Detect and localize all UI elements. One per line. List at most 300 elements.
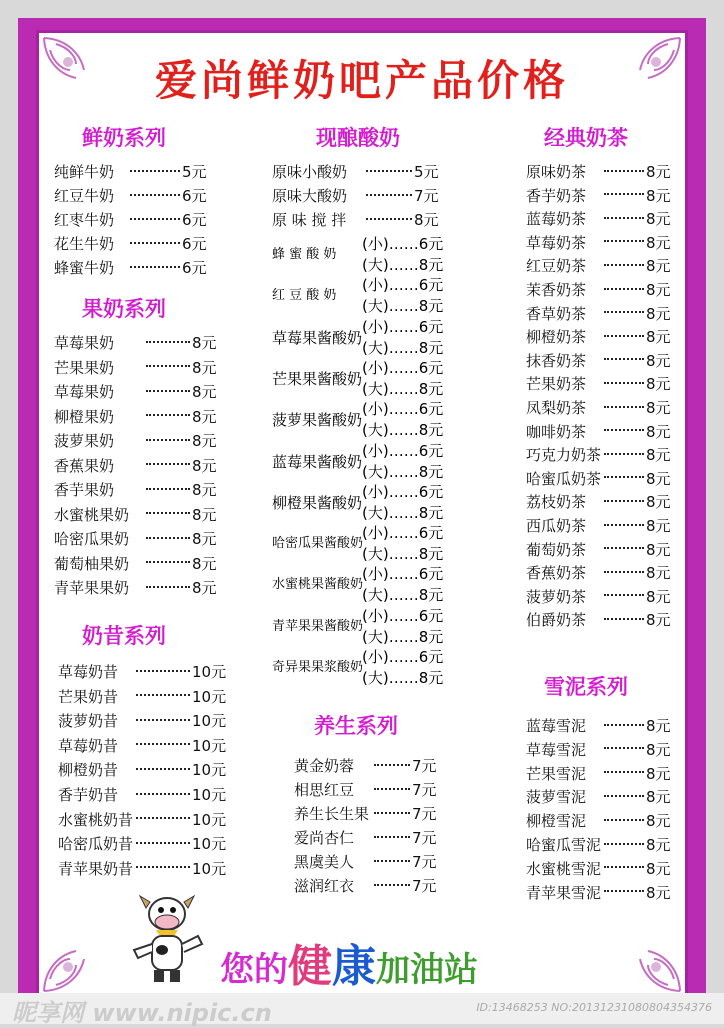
menu-item xyxy=(526,785,671,809)
dot-leader xyxy=(604,819,644,821)
menu-item xyxy=(272,184,439,208)
slogan-part-1: 您的 xyxy=(220,950,288,990)
menu-item xyxy=(294,754,437,778)
slogan-part-2: 健 xyxy=(288,941,332,992)
menu-item-name: 香蕉果奶 xyxy=(54,456,115,475)
dot-leader xyxy=(604,618,644,620)
menu-item-price: 8元 xyxy=(646,257,671,276)
menu-item-name: 香芋果奶 xyxy=(54,481,115,499)
menu-item xyxy=(54,356,217,380)
dot-leader xyxy=(130,266,180,268)
menu-item xyxy=(526,809,671,833)
menu-item-price: 8元 xyxy=(646,611,671,630)
menu-item-name: 红豆奶茶 xyxy=(526,257,587,276)
menu-item xyxy=(294,850,437,874)
menu-item-name: 草莓果奶 xyxy=(54,334,115,352)
menu-item xyxy=(526,762,671,786)
sized-menu-item xyxy=(272,358,443,400)
sized-menu-item xyxy=(272,317,443,359)
dot-leader xyxy=(146,390,190,392)
large-price: (大)……8元 xyxy=(362,586,444,605)
menu-item-name: 蓝莓果酱酸奶 xyxy=(272,452,363,471)
menu-item xyxy=(526,278,671,302)
menu-item xyxy=(526,738,671,762)
menu-item-price: 7元 xyxy=(412,757,437,775)
menu-item xyxy=(54,454,217,478)
small-price: (小)……6元 xyxy=(362,482,444,501)
size-prices xyxy=(362,482,443,524)
large-price: (大)……8元 xyxy=(362,545,444,564)
menu-item xyxy=(526,254,671,278)
menu-item-name: 芒果果奶 xyxy=(54,358,115,377)
dot-leader xyxy=(604,476,644,478)
menu-item-name: 爱尚杏仁 xyxy=(294,829,355,847)
dot-leader xyxy=(136,768,190,770)
menu-item xyxy=(294,826,437,850)
menu-item xyxy=(526,714,671,738)
dot-leader xyxy=(604,724,644,726)
menu-item-name: 哈蜜瓜奶茶 xyxy=(526,469,602,488)
menu-item-price: 8元 xyxy=(646,836,671,854)
small-price: (小)……6元 xyxy=(362,441,444,460)
menu-item-name: 菠萝果酱酸奶 xyxy=(272,411,363,430)
menu-item-price: 8元 xyxy=(646,399,671,417)
dot-leader xyxy=(130,170,180,172)
menu-item xyxy=(526,231,671,255)
menu-item-name: 蓝莓雪泥 xyxy=(526,717,587,735)
size-prices xyxy=(362,647,443,689)
dot-leader xyxy=(374,836,410,838)
menu-item-price: 8元 xyxy=(646,740,671,759)
menu-item-price: 5元 xyxy=(414,163,439,181)
menu-item xyxy=(526,396,671,420)
menu-item-price: 8元 xyxy=(646,517,671,535)
section-heading-shake: 奶昔系列 xyxy=(82,624,166,648)
large-price: (大)……8元 xyxy=(362,379,444,398)
menu-item xyxy=(272,208,439,232)
dot-leader xyxy=(604,594,644,596)
menu-item-price: 8元 xyxy=(192,358,217,377)
cow-mascot-image xyxy=(128,892,206,986)
dot-leader xyxy=(604,571,644,573)
menu-item-name: 青苹果奶昔 xyxy=(58,859,134,878)
slogan-part-4: 加油站 xyxy=(376,950,478,990)
menu-item-name: 芒果雪泥 xyxy=(526,764,587,783)
small-price: (小)……6元 xyxy=(362,276,444,295)
dot-leader xyxy=(604,843,644,845)
menu-item xyxy=(294,778,437,802)
dot-leader xyxy=(604,890,644,892)
menu-item-price: 8元 xyxy=(646,375,671,394)
menu-item-name: 芒果果酱酸奶 xyxy=(272,369,363,388)
dot-leader xyxy=(604,382,644,384)
menu-item-price: 8元 xyxy=(646,812,671,831)
menu-item-name: 红 豆 酸 奶 xyxy=(272,288,337,304)
dot-leader xyxy=(146,341,190,343)
dot-leader xyxy=(130,242,180,244)
menu-item xyxy=(58,832,226,856)
menu-item-name: 水蜜桃果酱酸奶 xyxy=(272,577,364,593)
menu-item-name: 凤梨奶茶 xyxy=(526,399,587,417)
menu-item-price: 8元 xyxy=(646,764,671,783)
corner-ornament-bottom-right xyxy=(614,925,684,995)
size-prices xyxy=(362,275,443,317)
menu-item-name: 草莓果奶 xyxy=(54,383,115,401)
dot-leader xyxy=(366,194,412,196)
menu-item-name: 青苹果果奶 xyxy=(54,579,130,597)
menu-item xyxy=(54,331,217,355)
menu-item-price: 8元 xyxy=(646,351,671,370)
menu-item-price: 8元 xyxy=(192,407,217,426)
menu-item xyxy=(54,232,207,256)
menu-item-price: 6元 xyxy=(182,211,207,229)
menu-item-name: 黑虞美人 xyxy=(294,853,355,871)
menu-item-price: 8元 xyxy=(646,328,671,347)
menu-item-price: 10元 xyxy=(192,761,227,780)
large-price: (大)……8元 xyxy=(362,338,444,357)
menu-item-name: 原味小酸奶 xyxy=(272,163,348,181)
large-price: (大)……8元 xyxy=(362,627,444,646)
dot-leader xyxy=(136,694,190,696)
dot-leader xyxy=(146,586,190,588)
menu-item-name: 水蜜桃奶昔 xyxy=(58,810,134,829)
corner-ornament-bottom-left xyxy=(40,925,110,995)
dot-leader xyxy=(604,866,644,868)
menu-item-name: 哈蜜瓜雪泥 xyxy=(526,836,602,854)
size-prices xyxy=(362,399,443,441)
menu-item-name: 哈密瓜果酱酸奶 xyxy=(272,536,364,552)
menu-item-name: 香蕉奶茶 xyxy=(526,564,587,583)
large-price: (大)……8元 xyxy=(362,297,444,316)
menu-item xyxy=(526,585,671,609)
dot-leader xyxy=(130,194,180,196)
size-prices xyxy=(362,564,443,606)
menu-item-price: 8元 xyxy=(192,579,217,597)
menu-item xyxy=(526,184,671,208)
small-price: (小)……6元 xyxy=(362,400,444,419)
menu-item xyxy=(54,184,207,208)
menu-item xyxy=(526,207,671,231)
menu-item-name: 蓝莓奶茶 xyxy=(526,210,587,229)
menu-item xyxy=(58,685,226,709)
menu-item-price: 7元 xyxy=(414,187,439,205)
dot-leader xyxy=(604,500,644,502)
dot-leader xyxy=(604,453,644,455)
menu-item-price: 8元 xyxy=(192,505,217,524)
section-heading-smoothie: 雪泥系列 xyxy=(544,675,628,699)
size-prices xyxy=(362,606,443,648)
dot-leader xyxy=(136,743,190,745)
menu-item-name: 芒果奶昔 xyxy=(58,687,119,706)
menu-item xyxy=(294,874,437,898)
dot-leader xyxy=(146,488,190,490)
menu-item-price: 8元 xyxy=(646,163,671,181)
menu-item-name: 西瓜奶茶 xyxy=(526,517,587,535)
menu-item-price: 8元 xyxy=(646,210,671,229)
dot-leader xyxy=(604,795,644,797)
dot-leader xyxy=(374,860,410,862)
small-price: (小)……6元 xyxy=(362,606,444,625)
menu-item-name: 水蜜桃果奶 xyxy=(54,505,130,524)
menu-item-price: 6元 xyxy=(182,187,207,205)
menu-item-name: 原 味 搅 拌 xyxy=(272,211,347,229)
sized-menu-item xyxy=(272,441,443,483)
menu-item xyxy=(526,833,671,857)
dot-leader xyxy=(604,217,644,219)
menu-item-name: 花生牛奶 xyxy=(54,235,115,253)
dot-leader xyxy=(604,335,644,337)
menu-item xyxy=(54,503,217,527)
dot-leader xyxy=(374,788,410,790)
sized-menu-item xyxy=(272,482,443,524)
small-price: (小)……6元 xyxy=(362,358,444,377)
menu-item-name: 香芋奶昔 xyxy=(58,786,119,804)
large-price: (大)……8元 xyxy=(362,421,444,440)
menu-item-name: 菠萝果奶 xyxy=(54,432,115,450)
menu-item-price: 8元 xyxy=(646,493,671,512)
menu-item-price: 8元 xyxy=(646,859,671,878)
menu-item-name: 巧克力奶茶 xyxy=(526,446,602,465)
menu-item-price: 5元 xyxy=(182,163,207,181)
dot-leader xyxy=(136,793,190,795)
dot-leader xyxy=(146,537,190,539)
small-price: (小)……6元 xyxy=(362,524,444,543)
menu-item xyxy=(294,802,437,826)
menu-item-name: 抹香奶茶 xyxy=(526,351,587,370)
slogan-part-3: 康 xyxy=(332,941,376,992)
menu-item-name: 菠萝雪泥 xyxy=(526,788,587,807)
sized-menu-item xyxy=(272,606,443,648)
menu-item-price: 8元 xyxy=(646,281,671,299)
section-heading-fresh: 鲜奶系列 xyxy=(82,126,166,150)
menu-item-price: 7元 xyxy=(412,853,437,871)
menu-item-name: 柳橙奶茶 xyxy=(526,328,587,347)
menu-item-name: 奇异果果浆酸奶 xyxy=(272,660,364,675)
menu-item-price: 10元 xyxy=(192,786,227,804)
menu-item-name: 青苹果雪泥 xyxy=(526,883,602,902)
watermark-id: ID:13468253 NO:20131231080804354376 xyxy=(476,1001,712,1014)
menu-item xyxy=(54,429,217,453)
menu-item-price: 8元 xyxy=(646,540,671,559)
menu-item xyxy=(526,538,671,562)
menu-item-price: 8元 xyxy=(646,564,671,583)
menu-item xyxy=(58,709,226,733)
menu-item xyxy=(54,208,207,232)
dot-leader xyxy=(604,547,644,549)
menu-item-name: 草莓奶昔 xyxy=(58,736,119,755)
menu-item-price: 8元 xyxy=(414,211,439,229)
menu-item xyxy=(58,857,226,881)
menu-item xyxy=(54,478,217,502)
menu-item xyxy=(526,857,671,881)
menu-item xyxy=(526,372,671,396)
dot-leader xyxy=(604,311,644,313)
dot-leader xyxy=(374,884,410,886)
dot-leader xyxy=(604,193,644,195)
page-title: 爱尚鲜奶吧产品价格 xyxy=(154,56,569,105)
menu-item-name: 原味大酸奶 xyxy=(272,187,348,205)
menu-item-price: 8元 xyxy=(192,432,217,450)
menu-item-price: 10元 xyxy=(192,810,227,829)
size-prices xyxy=(362,523,443,565)
menu-item-name: 滋润红衣 xyxy=(294,877,355,895)
menu-item-price: 8元 xyxy=(192,530,217,548)
menu-item-price: 10元 xyxy=(192,835,227,854)
menu-item-name: 青苹果果酱酸奶 xyxy=(272,618,364,634)
menu-item-price: 8元 xyxy=(646,422,671,441)
menu-item-price: 7元 xyxy=(412,805,437,823)
section-heading-health: 养生系列 xyxy=(314,714,398,738)
menu-item-price: 7元 xyxy=(412,781,437,799)
menu-item xyxy=(58,758,226,782)
menu-item-name: 咖啡奶茶 xyxy=(526,422,587,441)
sized-menu-item xyxy=(272,399,443,441)
dot-leader xyxy=(374,764,410,766)
dot-leader xyxy=(374,812,410,814)
menu-item xyxy=(526,160,671,184)
section-heading-classic-tea: 经典奶茶 xyxy=(544,126,628,150)
menu-item-name: 葡萄奶茶 xyxy=(526,540,587,559)
dot-leader xyxy=(604,170,644,172)
menu-item-name: 纯鲜牛奶 xyxy=(54,163,115,181)
menu-item xyxy=(526,420,671,444)
menu-item xyxy=(526,443,671,467)
menu-item-name: 香芋奶茶 xyxy=(526,186,587,205)
small-price: (小)……6元 xyxy=(362,565,444,584)
menu-item-name: 荔枝奶茶 xyxy=(526,493,587,512)
dot-leader xyxy=(146,414,190,416)
size-prices xyxy=(362,234,443,276)
small-price: (小)……6元 xyxy=(362,317,444,336)
dot-leader xyxy=(146,463,190,465)
menu-item xyxy=(58,660,226,684)
dot-leader xyxy=(136,866,190,868)
slogan xyxy=(220,930,478,994)
dot-leader xyxy=(604,288,644,290)
menu-item-price: 10元 xyxy=(192,736,227,755)
menu-item-price: 10元 xyxy=(192,687,227,706)
dot-leader xyxy=(604,358,644,360)
small-price: (小)……6元 xyxy=(362,235,444,253)
menu-item xyxy=(54,576,217,600)
menu-item-price: 8元 xyxy=(646,788,671,807)
menu-item-name: 养生长生果 xyxy=(294,805,370,823)
menu-item-price: 8元 xyxy=(192,456,217,475)
menu-item xyxy=(526,325,671,349)
large-price: (大)……8元 xyxy=(362,256,444,274)
menu-item xyxy=(526,608,671,632)
sized-menu-item xyxy=(272,234,443,276)
large-price: (大)……8元 xyxy=(362,503,444,522)
section-heading-yogurt: 现酿酸奶 xyxy=(316,126,400,150)
menu-item-name: 伯爵奶茶 xyxy=(526,611,587,630)
sized-menu-item xyxy=(272,564,443,606)
menu-item-name: 草莓果酱酸奶 xyxy=(272,328,363,347)
menu-item xyxy=(526,349,671,373)
menu-item-name: 蜂 蜜 酸 奶 xyxy=(272,247,337,262)
dot-leader xyxy=(146,439,190,441)
size-prices xyxy=(362,441,443,483)
dot-leader xyxy=(366,218,412,220)
menu-item xyxy=(54,552,217,576)
menu-item-name: 柳橙奶昔 xyxy=(58,761,119,780)
menu-item-name: 芒果奶茶 xyxy=(526,375,587,394)
menu-item-price: 6元 xyxy=(182,235,207,253)
menu-item-name: 相思红豆 xyxy=(294,781,355,799)
menu-item-name: 柳橙果酱酸奶 xyxy=(272,493,363,512)
menu-item xyxy=(526,514,671,538)
menu-item xyxy=(58,808,226,832)
menu-item-price: 8元 xyxy=(646,883,671,902)
menu-item-name: 菠萝奶茶 xyxy=(526,587,587,606)
menu-item-name: 哈密瓜奶昔 xyxy=(58,835,134,854)
menu-item xyxy=(54,527,217,551)
sized-menu-item xyxy=(272,275,443,317)
menu-item xyxy=(526,881,671,905)
menu-item-name: 草莓奶茶 xyxy=(526,233,587,252)
menu-item-price: 8元 xyxy=(646,446,671,465)
size-prices xyxy=(362,317,443,359)
menu-item xyxy=(58,783,226,807)
dot-leader xyxy=(146,512,190,514)
menu-item-name: 哈密瓜果奶 xyxy=(54,530,130,548)
menu-item-name: 柳橙果奶 xyxy=(54,407,115,426)
dot-leader xyxy=(604,429,644,431)
menu-item-name: 原味奶茶 xyxy=(526,163,587,181)
watermark-site: 昵享网 www.nipic.cn xyxy=(12,999,272,1027)
menu-item xyxy=(272,160,439,184)
dot-leader xyxy=(136,817,190,819)
menu-item-price: 10元 xyxy=(192,859,227,878)
menu-item-price: 8元 xyxy=(192,383,217,401)
menu-item xyxy=(526,302,671,326)
menu-item-price: 8元 xyxy=(192,554,217,573)
dot-leader xyxy=(604,240,644,242)
menu-item-price: 8元 xyxy=(646,469,671,488)
menu-item-name: 红枣牛奶 xyxy=(54,211,115,229)
sized-menu-item xyxy=(272,523,443,565)
menu-item xyxy=(58,734,226,758)
menu-item-price: 10元 xyxy=(192,663,227,681)
size-prices xyxy=(362,358,443,400)
menu-item xyxy=(54,405,217,429)
menu-item-name: 黄金奶蓉 xyxy=(294,757,355,775)
dot-leader xyxy=(136,670,190,672)
menu-item xyxy=(54,380,217,404)
small-price: (小)……6元 xyxy=(362,648,444,666)
menu-item-price: 7元 xyxy=(412,829,437,847)
menu-item-price: 8元 xyxy=(646,304,671,323)
dot-leader xyxy=(136,842,190,844)
menu-item-name: 草莓奶昔 xyxy=(58,663,119,681)
menu-item-price: 6元 xyxy=(182,259,207,277)
menu-item-name: 葡萄柚果奶 xyxy=(54,554,130,573)
menu-item-name: 柳橙雪泥 xyxy=(526,812,587,831)
dot-leader xyxy=(604,771,644,773)
section-heading-fruit-milk: 果奶系列 xyxy=(82,297,166,321)
dot-leader xyxy=(604,524,644,526)
sized-menu-item xyxy=(272,647,443,689)
menu-item-price: 10元 xyxy=(192,712,227,731)
menu-item-name: 红豆牛奶 xyxy=(54,187,115,205)
menu-item xyxy=(54,256,207,280)
dot-leader xyxy=(146,561,190,563)
menu-item-price: 8元 xyxy=(192,481,217,499)
large-price: (大)……8元 xyxy=(362,669,444,687)
dot-leader xyxy=(130,218,180,220)
menu-item-price: 8元 xyxy=(192,334,217,352)
dot-leader xyxy=(604,747,644,749)
